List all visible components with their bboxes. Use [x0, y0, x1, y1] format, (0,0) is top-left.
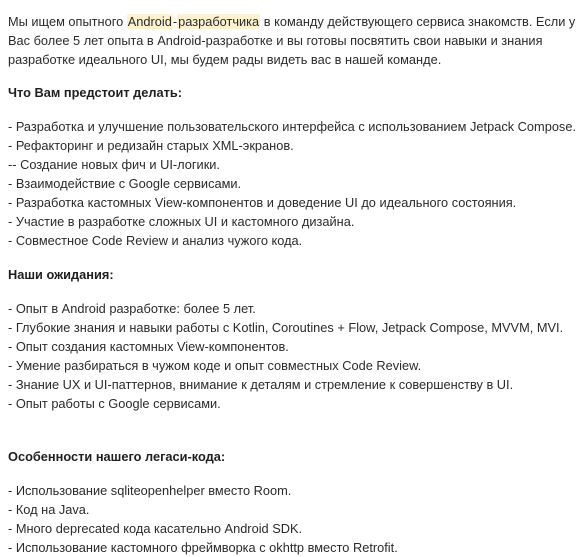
list-item: - Рефакторинг и редизайн старых XML-экранов. [8, 138, 294, 153]
highlight-android: Android [127, 14, 172, 29]
intro-text-before: Мы ищем опытного [8, 14, 127, 29]
list-item: - Разработка и улучшение пользовательского интерфейса с использованием Jetpack Compose. [8, 119, 577, 134]
list-item: - Много deprecated кода касательно Android SDK. [8, 521, 303, 536]
list-item: - Взаимодействие с Google сервисами. [8, 176, 242, 191]
tasks-list [8, 117, 577, 250]
list-item: - Глубокие знания и навыки работы с Kotlin, Coroutines + Flow, Jetpack Compose, MVVM, MVI. [8, 320, 564, 335]
highlight-developer: разработчика [178, 14, 260, 29]
list-item: - Использование sqliteopenhelper вместо Room. [8, 483, 292, 498]
list-item: - Знание UX и UI-паттернов, внимание к деталям и стремление к совершенству в UI. [8, 377, 514, 392]
list-item: - Опыт работы с Google сервисами. [8, 396, 221, 411]
list-item: - Совместное Code Review и анализ чужого кода. [8, 233, 303, 248]
section-heading-tasks: Что Вам предстоит делать: [8, 85, 183, 100]
list-item: - Участие в разработке сложных UI и кастомного дизайна. [8, 214, 355, 229]
expectations-list [8, 299, 577, 413]
list-item: - Опыт в Android разработке: более 5 лет. [8, 301, 256, 316]
section-heading-expectations: Наши ожидания: [8, 267, 114, 282]
list-item: - Код на Java. [8, 502, 90, 517]
list-item: - Использование кастомного фреймворка с okhttp вместо Retrofit. [8, 540, 398, 555]
section-heading-legacy: Особенности нашего легаси-кода: [8, 449, 226, 464]
intro-text-after: в команду действующего сервиса знакомств. Если у Вас более 5 лет опыта в Android-разработке и вы готовы посвятить свои навыки и знания разработке идеального UI, мы будем рады видеть вас в нашей команде. [8, 14, 576, 67]
legacy-list [8, 481, 577, 557]
list-item: - Разработка кастомных View-компонентов и доведение UI до идеального состояния. [8, 195, 517, 210]
intro-paragraph [8, 12, 577, 69]
list-item: -- Создание новых фич и UI-логики. [8, 157, 220, 172]
list-item: - Умение разбираться в чужом коде и опыт совместных Code Review. [8, 358, 422, 373]
intro-dash: - [172, 14, 178, 29]
list-item: - Опыт создания кастомных View-компонентов. [8, 339, 289, 354]
